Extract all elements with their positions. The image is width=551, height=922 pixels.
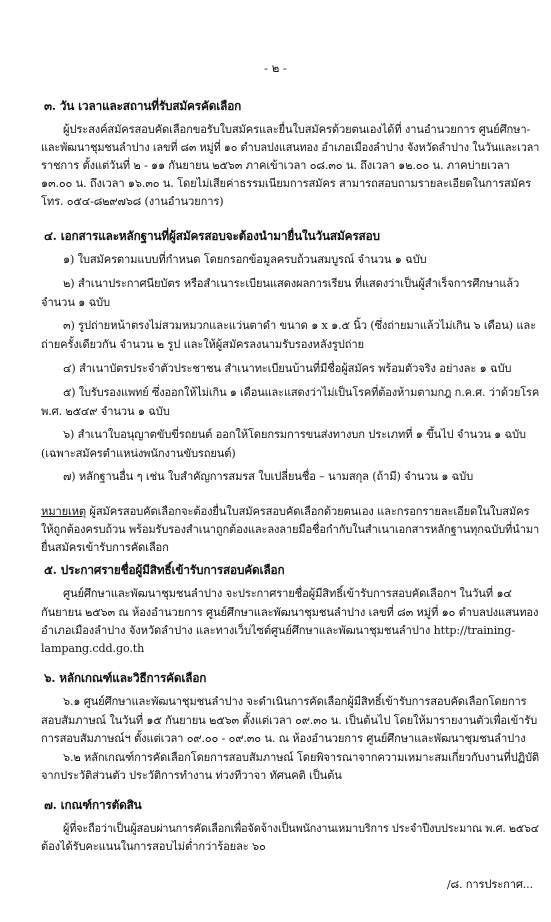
- section-5-line: ศูนย์ศึกษาและพัฒนาชุมชนลำปาง จะประกาศรายชื่อผู้มีสิทธิ์เข้ารับการสอบคัดเลือกฯ ในวันที่ ๑๔: [63, 587, 512, 600]
- section-4-item: ๕) ใบรับรองแพทย์ ซึ่งออกให้ไม่เกิน ๑ เดือนและแสดงว่าไม่เป็นโรคที่ต้องห้ามตามกฎ ก.ค.ศ. ว่าด้วยโรค: [63, 386, 540, 399]
- section-3-line: โทร. ๐๕๔-๘๒๙๗๖๘ (งานอำนวยการ): [41, 195, 224, 208]
- section-5-heading: ๕. ประกาศรายชื่อผู้มีสิทธิ์เข้ารับการสอบคัดเลือก: [44, 563, 285, 577]
- section-6-line: ๖.๒ หลักเกณฑ์การคัดเลือกโดยการสอบสัมภาษณ์ โดยพิจารณาจากความเหมาะสมเกี่ยวกับงานที่ปฏิบัติ: [63, 751, 540, 764]
- continuation-note: /๘. การประกาศ...: [446, 878, 533, 891]
- section-4-item: ๑) ใบสมัครตามแบบที่กำหนด โดยกรอกข้อมูลครบถ้วนสมบูรณ์ จำนวน ๑ ฉบับ: [63, 253, 427, 266]
- section-7-line: ผู้ที่จะถือว่าเป็นผู้สอบผ่านการคัดเลือกเพื่อจัดจ้างเป็นพนักงานเหมาบริการ ประจำปีงบประมาณ พ.ศ. ๒๕๖๔: [63, 822, 539, 835]
- section-6-heading: ๖. หลักเกณฑ์และวิธีการคัดเลือก: [44, 671, 207, 685]
- note-text: ผู้สมัครสอบคัดเลือกจะต้องยื่นใบสมัครสอบคัดเลือกด้วยตนเอง และกรอกรายละเอียดในใบสมัคร: [86, 505, 530, 518]
- page-number: - ๒ -: [264, 61, 287, 75]
- note-first-line: [41, 505, 529, 519]
- section-5-line: กันยายน ๒๕๖๓ ณ ห้องอำนวยการ ศูนย์ศึกษาและพัฒนาชุมชนลำปาง เลขที่ ๘๓ หมู่ที่ ๑๐ ตำบลปงแสนทอง: [41, 606, 539, 619]
- note-line: ยื่นสมัครเข้ารับการคัดเลือก: [41, 541, 169, 554]
- section-4-item: ๔) สำเนาบัตรประจำตัวประชาชน สำเนาทะเบียนบ้านที่มีชื่อผู้สมัคร พร้อมตัวจริง อย่างละ ๑ ฉบับ: [63, 362, 512, 375]
- section-4-item: ๒) สำเนาประกาศนียบัตร หรือสำเนาระเบียนแสดงผลการเรียน ที่แสดงว่าเป็นผู้สำเร็จการศึกษาแล้ว: [63, 277, 520, 290]
- section-4-item-cont: พ.ศ. ๒๕๔๙ จำนวน ๑ ฉบับ: [41, 405, 170, 418]
- note-line: ให้ถูกต้องครบถ้วน พร้อมรับรองสำเนาถูกต้องและลงลายมือชื่อกำกับในสำเนาเอกสารหลักฐานทุกฉบับที่นำมา: [41, 523, 540, 536]
- section-6-line: การสอบสัมภาษณ์ฯ ตั้งแต่เวลา ๐๙.๐๐ - ๐๙.๓๐ น. ณ ห้องอำนวยการ ศูนย์ศึกษาและพัฒนาชุมชนลำปาง: [41, 732, 526, 745]
- section-7-line: ต้องได้รับคะแนนในการสอบไม่ต่ำกว่าร้อยละ ๖๐: [41, 840, 266, 853]
- section-3-heading: ๓. วัน เวลาและสถานที่รับสมัครคัดเลือก: [44, 99, 242, 113]
- section-3-line: และพัฒนาชุมชนลำปาง เลขที่ ๘๓ หมู่ที่ ๑๐ ตำบลปงแสนทอง อำเภอเมืองลำปาง จังหวัดลำปาง ในวันและเวลา: [41, 141, 540, 154]
- section-5-line: อำเภอเมืองลำปาง จังหวัดลำปาง และทางเว็บไซต์ศูนย์ศึกษาและพัฒนาชุมชนลำปาง http://training-: [41, 624, 515, 637]
- section-3-line: ๑๓.๐๐ น. ถึงเวลา ๑๖.๓๐ น. โดยไม่เสียค่าธรรมเนียมการสมัคร สามารถสอบถามรายละเอียดในการสมัคร: [41, 177, 532, 190]
- section-4-heading: ๔. เอกสารและหลักฐานที่ผู้สมัครสอบจะต้องนำมายื่นในวันสมัครสอบ: [44, 229, 380, 243]
- section-5-link: lampang.cdd.go.th: [41, 642, 145, 655]
- section-4-item-cont: จำนวน ๑ ฉบับ: [41, 296, 110, 309]
- note-label: หมายเหตุ: [41, 505, 87, 518]
- section-3-line: ผู้ประสงค์สมัครสอบคัดเลือกขอรับใบสมัครและยื่นใบสมัครด้วยตนเองได้ที่ งานอำนวยการ ศูนย์ศึกษา-: [63, 123, 531, 136]
- section-3-line: ราชการ ตั้งแต่วันที่ ๒ - ๑๑ กันยายน ๒๕๖๓ ภาคเข้าเวลา ๐๘.๓๐ น. ถึงเวลา ๑๒.๐๐ น. ภาคบ่ายเวลา: [41, 159, 510, 172]
- section-6-line: ๖.๑ ศูนย์ศึกษาและพัฒนาชุมชนลำปาง จะดำเนินการคัดเลือกผู้มีสิทธิ์เข้ารับการสอบคัดเลือกโดยการ: [63, 695, 527, 708]
- section-6-line: สอบสัมภาษณ์ ในวันที่ ๑๕ กันยายน ๒๕๖๓ ตั้งแต่เวลา ๐๙.๓๐ น. เป็นต้นไป โดยให้มารายงานตัวเพื่อเข้ารับ: [41, 714, 538, 727]
- section-4-item: ๓) รูปถ่ายหน้าตรงไม่สวมหมวกและแว่นตาดำ ขนาด ๑ x ๑.๕ นิ้ว (ซึ่งถ่ายมาแล้วไม่เกิน ๖ เดือน) และ: [63, 319, 536, 332]
- section-4-item-cont: ถ่ายครั้งเดียวกัน จำนวน ๒ รูป และให้ผู้สมัครลงนามรับรองหลังรูปถ่าย: [41, 338, 364, 351]
- section-4-item: ๖) สำเนาใบอนุญาตขับขี่รถยนต์ ออกให้โดยกรมการขนส่งทางบก ประเภทที่ ๑ ขึ้นไป จำนวน ๑ ฉบับ: [63, 428, 526, 441]
- section-7-heading: ๗. เกณฑ์การตัดสิน: [44, 798, 142, 812]
- section-4-item: ๗) หลักฐานอื่น ๆ เช่น ใบสำคัญการสมรส ใบเปลี่ยนชื่อ – นามสกุล (ถ้ามี) จำนวน ๑ ฉบับ: [63, 470, 474, 483]
- section-6-line: จากประวัติส่วนตัว ประวัติการทำงาน ท่วงทีวาจา ทัศนคติ เป็นต้น: [41, 769, 342, 782]
- section-4-item-cont: (เฉพาะสมัครตำแหน่งพนักงานขับรถยนต์): [41, 447, 236, 460]
